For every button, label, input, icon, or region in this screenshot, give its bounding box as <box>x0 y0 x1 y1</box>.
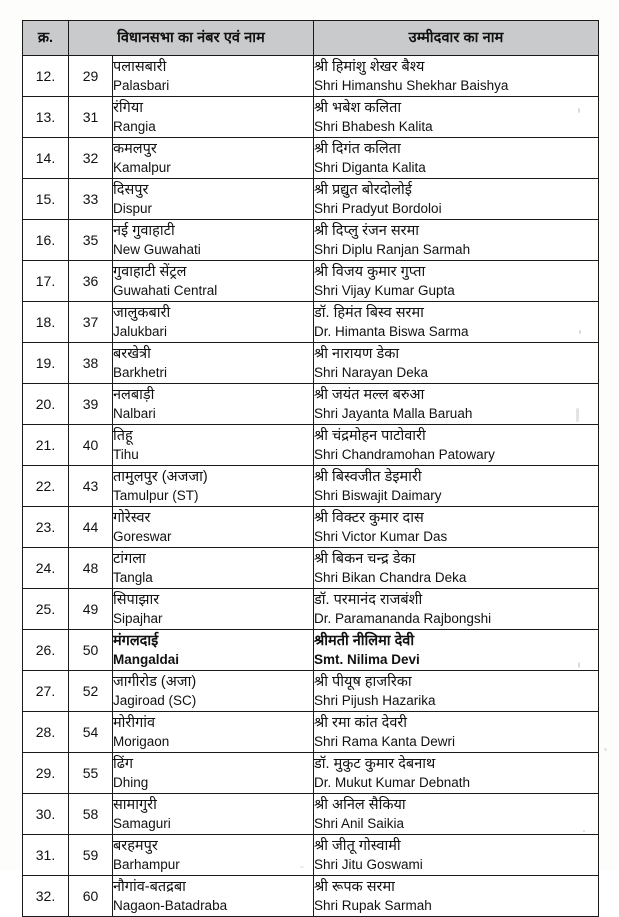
cell-serial-number: 18. <box>23 302 69 343</box>
cell-constituency-number: 33 <box>69 179 113 220</box>
constituency-name-hindi: जागीरोड (अजा) <box>113 674 197 691</box>
cell-constituency-name <box>113 425 314 466</box>
cell-constituency-number: 44 <box>69 507 113 548</box>
cell-candidate-name <box>314 589 599 630</box>
cell-serial-number: 12. <box>23 56 69 97</box>
cell-constituency-number: 32 <box>69 138 113 179</box>
cell-candidate-name <box>314 466 599 507</box>
candidate-name-hindi: श्री पीयूष हाजरिका <box>314 674 412 691</box>
constituency-name-hindi: मंगलदाई <box>113 633 159 650</box>
cell-constituency-name <box>113 466 314 507</box>
constituency-name-english: Rangia <box>113 118 156 134</box>
cell-constituency-name <box>113 671 314 712</box>
cell-candidate-name <box>314 835 599 876</box>
cell-serial-number: 24. <box>23 548 69 589</box>
cell-serial-number: 15. <box>23 179 69 220</box>
table-row <box>23 548 599 589</box>
constituency-name-english: Nagaon-Batadraba <box>113 897 228 913</box>
cell-candidate-name <box>314 56 599 97</box>
cell-constituency-number: 52 <box>69 671 113 712</box>
candidate-name-english: Shri Himanshu Shekhar Baishya <box>314 77 509 93</box>
table-row <box>23 384 599 425</box>
cell-constituency-name <box>113 343 314 384</box>
candidate-list-table <box>22 20 599 917</box>
cell-candidate-name <box>314 425 599 466</box>
table-row <box>23 794 599 835</box>
constituency-name-english: New Guwahati <box>113 241 201 257</box>
constituency-name-hindi: जालुकबारी <box>113 305 171 322</box>
constituency-name-hindi: टांगला <box>113 551 146 568</box>
cell-constituency-number: 39 <box>69 384 113 425</box>
cell-constituency-number: 55 <box>69 753 113 794</box>
constituency-name-hindi: गुवाहाटी सेंट्रल <box>113 264 187 281</box>
table-row <box>23 630 599 671</box>
constituency-name-hindi: सिपाझार <box>113 592 160 609</box>
candidate-name-english: Shri Chandramohan Patowary <box>314 446 495 462</box>
table-row <box>23 835 599 876</box>
candidate-name-english: Shri Bikan Chandra Deka <box>314 569 467 585</box>
candidate-name-hindi: श्री विजय कुमार गुप्ता <box>314 264 426 281</box>
cell-serial-number: 21. <box>23 425 69 466</box>
cell-constituency-number: 49 <box>69 589 113 630</box>
cell-candidate-name <box>314 753 599 794</box>
cell-constituency-name <box>113 876 314 917</box>
constituency-name-english: Jalukbari <box>113 323 168 339</box>
table-row <box>23 712 599 753</box>
cell-constituency-number: 35 <box>69 220 113 261</box>
constituency-name-hindi: सामागुरी <box>113 797 157 814</box>
cell-serial-number: 20. <box>23 384 69 425</box>
cell-constituency-number: 36 <box>69 261 113 302</box>
cell-candidate-name <box>314 794 599 835</box>
table-row <box>23 56 599 97</box>
cell-constituency-number: 29 <box>69 56 113 97</box>
candidate-name-hindi: श्री विक्टर कुमार दास <box>314 510 424 527</box>
cell-constituency-name <box>113 794 314 835</box>
cell-candidate-name <box>314 876 599 917</box>
table-row <box>23 671 599 712</box>
cell-candidate-name <box>314 384 599 425</box>
constituency-name-hindi: नलबाड़ी <box>113 387 155 404</box>
candidate-name-hindi: श्रीमती नीलिमा देवी <box>314 633 415 650</box>
cell-constituency-name <box>113 97 314 138</box>
constituency-name-hindi: नई गुवाहाटी <box>113 223 175 240</box>
constituency-name-hindi: रंगिया <box>113 100 144 117</box>
table-row <box>23 466 599 507</box>
table-row <box>23 753 599 794</box>
constituency-name-hindi: बरहमपुर <box>113 838 158 855</box>
cell-candidate-name <box>314 507 599 548</box>
cell-constituency-number: 48 <box>69 548 113 589</box>
cell-serial-number: 26. <box>23 630 69 671</box>
constituency-name-hindi: दिसपुर <box>113 182 149 199</box>
constituency-name-english: Guwahati Central <box>113 282 218 298</box>
cell-candidate-name <box>314 343 599 384</box>
cell-constituency-number: 43 <box>69 466 113 507</box>
candidate-name-hindi: श्री बिस्वजीत डेइमारी <box>314 469 422 486</box>
cell-constituency-name <box>113 179 314 220</box>
constituency-name-english: Kamalpur <box>113 159 171 175</box>
candidate-name-hindi: श्री रूपक सरमा <box>314 879 395 896</box>
constituency-name-hindi: पलासबारी <box>113 59 167 76</box>
constituency-name-hindi: कमलपुर <box>113 141 157 158</box>
cell-serial-number: 16. <box>23 220 69 261</box>
candidate-name-english: Shri Jayanta Malla Baruah <box>314 405 473 421</box>
cell-constituency-number: 38 <box>69 343 113 384</box>
constituency-name-hindi: ढिंग <box>113 756 134 773</box>
candidate-name-hindi: डॉ. परमानंद राजबंशी <box>314 592 423 609</box>
constituency-name-english: Tihu <box>113 446 139 462</box>
candidate-list-table-wrapper <box>22 20 598 917</box>
cell-constituency-name <box>113 548 314 589</box>
cell-candidate-name <box>314 302 599 343</box>
table-body <box>23 56 599 917</box>
table-row <box>23 589 599 630</box>
cell-constituency-name <box>113 56 314 97</box>
candidate-name-english: Shri Narayan Deka <box>314 364 429 380</box>
candidate-name-english: Shri Diplu Ranjan Sarmah <box>314 241 471 257</box>
cell-serial-number: 27. <box>23 671 69 712</box>
cell-constituency-name <box>113 302 314 343</box>
table-row <box>23 97 599 138</box>
scan-artifact <box>604 748 607 751</box>
cell-constituency-name <box>113 220 314 261</box>
table-row <box>23 302 599 343</box>
candidate-name-english: Shri Victor Kumar Das <box>314 528 448 544</box>
candidate-name-english: Shri Vijay Kumar Gupta <box>314 282 455 298</box>
candidate-name-hindi: श्री जयंत मल्ल बरुआ <box>314 387 425 404</box>
cell-serial-number: 29. <box>23 753 69 794</box>
constituency-name-english: Sipajhar <box>113 610 163 626</box>
table-row <box>23 343 599 384</box>
cell-candidate-name <box>314 712 599 753</box>
constituency-name-english: Barkhetri <box>113 364 168 380</box>
candidate-name-english: Shri Rama Kanta Dewri <box>314 733 456 749</box>
candidate-name-hindi: श्री प्रद्युत बोरदोलोई <box>314 182 412 199</box>
cell-constituency-number: 40 <box>69 425 113 466</box>
cell-constituency-name <box>113 589 314 630</box>
column-header-candidate: उम्मीदवार का नाम <box>314 21 599 56</box>
cell-serial-number: 30. <box>23 794 69 835</box>
candidate-name-english: Shri Jitu Goswami <box>314 856 423 872</box>
constituency-name-hindi: नौगांव-बतद्रबा <box>113 879 186 896</box>
cell-constituency-number: 60 <box>69 876 113 917</box>
candidate-name-english: Shri Biswajit Daimary <box>314 487 442 503</box>
candidate-name-hindi: श्री भबेश कलिता <box>314 100 402 117</box>
cell-constituency-name <box>113 835 314 876</box>
candidate-name-hindi: श्री बिकन चन्द्र डेका <box>314 551 416 568</box>
candidate-name-hindi: श्री रमा कांत देवरी <box>314 715 408 732</box>
constituency-name-english: Mangaldai <box>113 651 180 667</box>
constituency-name-english: Palasbari <box>113 77 170 93</box>
cell-constituency-name <box>113 138 314 179</box>
cell-constituency-number: 59 <box>69 835 113 876</box>
table-header <box>23 21 599 56</box>
candidate-name-english: Dr. Himanta Biswa Sarma <box>314 323 469 339</box>
candidate-name-english: Shri Pijush Hazarika <box>314 692 436 708</box>
constituency-name-english: Nalbari <box>113 405 156 421</box>
constituency-name-english: Jagiroad (SC) <box>113 692 197 708</box>
cell-serial-number: 22. <box>23 466 69 507</box>
candidate-name-english: Smt. Nilima Devi <box>314 651 420 667</box>
cell-serial-number: 13. <box>23 97 69 138</box>
constituency-name-english: Morigaon <box>113 733 170 749</box>
cell-candidate-name <box>314 220 599 261</box>
column-header-constituency: विधानसभा का नंबर एवं नाम <box>69 21 314 56</box>
cell-candidate-name <box>314 671 599 712</box>
constituency-name-english: Barhampur <box>113 856 180 872</box>
cell-constituency-name <box>113 753 314 794</box>
candidate-name-english: Shri Bhabesh Kalita <box>314 118 433 134</box>
cell-candidate-name <box>314 179 599 220</box>
cell-serial-number: 17. <box>23 261 69 302</box>
cell-candidate-name <box>314 548 599 589</box>
table-row <box>23 138 599 179</box>
constituency-name-hindi: तामुलपुर (अजजा) <box>113 469 208 486</box>
candidate-name-hindi: श्री हिमांशु शेखर बैश्य <box>314 59 425 76</box>
candidate-name-hindi: डॉ. मुकुट कुमार देबनाथ <box>314 756 436 773</box>
constituency-name-english: Goreswar <box>113 528 172 544</box>
table-row <box>23 876 599 917</box>
table-row <box>23 261 599 302</box>
cell-serial-number: 23. <box>23 507 69 548</box>
constituency-name-hindi: बरखेत्री <box>113 346 151 363</box>
cell-constituency-number: 31 <box>69 97 113 138</box>
candidate-name-english: Dr. Mukut Kumar Debnath <box>314 774 471 790</box>
cell-serial-number: 14. <box>23 138 69 179</box>
column-header-serial: क्र. <box>23 21 69 56</box>
constituency-name-english: Tangla <box>113 569 153 585</box>
cell-constituency-number: 58 <box>69 794 113 835</box>
candidate-name-hindi: श्री नारायण डेका <box>314 346 400 363</box>
table-row <box>23 507 599 548</box>
cell-constituency-name <box>113 507 314 548</box>
constituency-name-hindi: गोरेस्वर <box>113 510 151 527</box>
table-row <box>23 425 599 466</box>
cell-candidate-name <box>314 97 599 138</box>
cell-constituency-name <box>113 261 314 302</box>
cell-constituency-number: 37 <box>69 302 113 343</box>
cell-candidate-name <box>314 138 599 179</box>
candidate-name-hindi: श्री अनिल सैकिया <box>314 797 406 814</box>
constituency-name-english: Samaguri <box>113 815 171 831</box>
table-header-row <box>23 21 599 56</box>
table-row <box>23 220 599 261</box>
candidate-name-hindi: डॉ. हिमंत बिस्व सरमा <box>314 305 424 322</box>
cell-candidate-name <box>314 261 599 302</box>
constituency-name-english: Dispur <box>113 200 153 216</box>
candidate-name-english: Shri Diganta Kalita <box>314 159 426 175</box>
table-row <box>23 179 599 220</box>
cell-serial-number: 28. <box>23 712 69 753</box>
cell-constituency-name <box>113 384 314 425</box>
constituency-name-hindi: तिहू <box>113 428 133 445</box>
cell-serial-number: 19. <box>23 343 69 384</box>
cell-constituency-name <box>113 712 314 753</box>
candidate-name-english: Dr. Paramananda Rajbongshi <box>314 610 492 626</box>
constituency-name-english: Dhing <box>113 774 149 790</box>
constituency-name-hindi: मोरीगांव <box>113 715 156 732</box>
cell-constituency-number: 54 <box>69 712 113 753</box>
cell-constituency-name <box>113 630 314 671</box>
constituency-name-english: Tamulpur (ST) <box>113 487 199 503</box>
cell-serial-number: 32. <box>23 876 69 917</box>
candidate-name-hindi: श्री दिप्लु रंजन सरमा <box>314 223 420 240</box>
cell-constituency-number: 50 <box>69 630 113 671</box>
candidate-name-english: Shri Anil Saikia <box>314 815 405 831</box>
candidate-name-english: Shri Rupak Sarmah <box>314 897 432 913</box>
cell-serial-number: 25. <box>23 589 69 630</box>
cell-candidate-name <box>314 630 599 671</box>
candidate-name-hindi: श्री जीतू गोस्वामी <box>314 838 401 855</box>
candidate-name-english: Shri Pradyut Bordoloi <box>314 200 442 216</box>
candidate-name-hindi: श्री चंद्रमोहन पाटोवारी <box>314 428 426 445</box>
cell-serial-number: 31. <box>23 835 69 876</box>
candidate-name-hindi: श्री दिगंत कलिता <box>314 141 401 158</box>
